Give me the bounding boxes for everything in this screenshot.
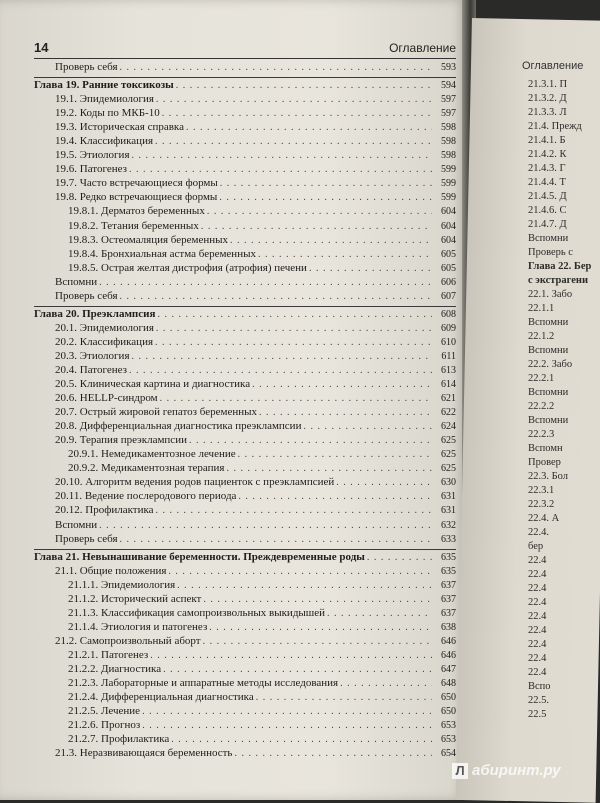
toc-entry-page: 599	[441, 178, 456, 190]
toc-entry-page: 624	[441, 421, 456, 433]
dot-leader	[177, 579, 432, 593]
toc-entry	[34, 503, 456, 517]
toc-entry-page: 650	[441, 692, 456, 704]
right-toc-line: 22.4	[528, 639, 547, 650]
right-toc-line: 21.4.7. Д	[528, 219, 567, 230]
toc-entry-title: 19.8.2. Тетания беременных	[68, 219, 199, 232]
dot-leader	[259, 406, 432, 420]
toc-entry-page: 646	[441, 635, 456, 647]
toc-entry	[34, 92, 456, 106]
toc-entry-page: 654	[441, 748, 456, 760]
toc-entry-page: 637	[441, 607, 456, 619]
right-toc-line: Вспомни	[528, 345, 569, 356]
right-toc-line: 22.2. Забо	[528, 359, 573, 370]
dot-leader	[209, 621, 432, 635]
dot-leader	[156, 93, 432, 107]
toc-entry-title: 21.2.2. Диагностика	[68, 662, 162, 675]
dot-leader	[340, 677, 432, 691]
right-toc-line: бер	[528, 541, 544, 552]
right-toc-line: Вспо	[528, 681, 551, 692]
right-toc-line: 22.4	[528, 611, 547, 622]
toc-entry-title: 19.7. Часто встречающиеся формы	[55, 177, 218, 190]
toc-entry-page: 609	[441, 322, 456, 334]
toc-entry	[34, 475, 456, 489]
right-toc-line: 21.4.3. Г	[528, 163, 566, 174]
toc-entry-page: 647	[441, 663, 456, 675]
toc-entry-title: Вспомни	[55, 275, 98, 288]
toc-entry	[34, 433, 456, 447]
toc-entry	[34, 335, 456, 349]
toc-entry	[34, 620, 456, 634]
right-toc-line: с экстрагени	[528, 275, 589, 286]
toc-entry-page: 599	[441, 164, 456, 176]
toc-entry-title: 19.1. Эпидемиология	[55, 93, 154, 106]
right-page-toc	[528, 78, 600, 722]
toc-entry	[34, 275, 456, 289]
toc-entry	[34, 219, 456, 233]
toc-entry-page: 622	[441, 407, 456, 419]
toc-entry	[34, 746, 456, 760]
toc-entry-page: 598	[441, 150, 456, 162]
right-toc-line: 22.4	[528, 569, 547, 580]
toc-entry-page: 625	[441, 435, 456, 447]
dot-leader	[309, 262, 432, 276]
toc-entry	[34, 578, 456, 592]
dot-leader	[168, 565, 432, 579]
toc-entry	[34, 690, 456, 704]
toc-entry-page: 598	[441, 122, 456, 134]
dot-leader	[234, 747, 432, 761]
dot-leader	[238, 490, 432, 504]
dot-leader	[162, 107, 432, 121]
dot-leader	[171, 733, 432, 747]
right-toc-line: 22.1.1	[528, 303, 555, 314]
toc-entry-page: 653	[441, 720, 456, 732]
toc-entry-title: 19.8.5. Острая желтая дистрофия (атрофия) печени	[68, 261, 307, 274]
toc-entry-title: 21.2.7. Профилактика	[68, 733, 170, 746]
dot-leader	[303, 420, 432, 434]
table-of-contents	[34, 60, 456, 760]
dot-leader	[176, 79, 432, 93]
dot-leader	[150, 649, 432, 663]
right-toc-line: 22.4	[528, 625, 547, 636]
toc-entry	[34, 606, 456, 620]
toc-entry-title: 19.8.4. Бронхиальная астма беременных	[68, 247, 256, 260]
right-toc-line: Вспомни	[528, 415, 569, 426]
toc-entry-title: 20.9. Терапия преэклампсии	[55, 434, 187, 447]
right-toc-line: 22.2.2	[528, 401, 555, 412]
right-running-head: Оглавление	[522, 60, 584, 72]
toc-entry-title: 20.8. Дифференциальная диагностика преэклампсии	[55, 420, 302, 433]
toc-entry-title: 20.7. Острый жировой гепатоз беременных	[55, 406, 258, 419]
right-toc-line: Вспомни	[528, 233, 569, 244]
toc-entry	[34, 662, 456, 676]
dot-leader	[142, 705, 432, 719]
toc-entry-page: 604	[441, 234, 456, 246]
page-header	[34, 40, 456, 59]
toc-entry	[34, 405, 456, 419]
toc-entry-title: 20.9.1. Немедикаментозное лечение	[68, 448, 236, 461]
toc-entry-title: Глава 19. Ранние токсикозы	[34, 79, 174, 92]
toc-entry-page: 598	[441, 136, 456, 148]
dot-leader	[157, 308, 432, 322]
toc-entry	[34, 648, 456, 662]
toc-entry-title: 21.2.3. Лабораторные и аппаратные методы исследования	[68, 677, 339, 690]
dot-leader	[256, 691, 432, 705]
toc-chapter	[34, 549, 456, 564]
right-toc-line: 22.3.1	[528, 485, 555, 496]
toc-entry	[34, 106, 456, 120]
toc-entry-title: 21.1.1. Эпидемиология	[68, 578, 176, 591]
toc-entry-page: 614	[441, 379, 456, 391]
toc-entry	[34, 60, 456, 74]
toc-entry	[34, 447, 456, 461]
toc-chapter	[34, 306, 456, 321]
toc-entry-page: 597	[441, 94, 456, 106]
toc-entry	[34, 489, 456, 503]
toc-entry	[34, 704, 456, 718]
toc-entry-title: 21.1.4. Этиология и патогенез	[68, 620, 208, 633]
toc-entry-page: 630	[441, 477, 456, 489]
right-toc-line: 22.4	[528, 667, 547, 678]
toc-entry	[34, 176, 456, 190]
toc-chapter	[34, 77, 456, 92]
toc-entry-title: 19.6. Патогенез	[55, 163, 127, 176]
toc-entry	[34, 532, 456, 546]
dot-leader	[120, 533, 432, 547]
toc-entry-page: 605	[441, 262, 456, 274]
toc-entry-title: 21.2.4. Дифференциальная диагностика	[68, 691, 254, 704]
toc-entry-page: 608	[441, 308, 456, 320]
toc-entry-title: Глава 21. Невынашивание беременности. Преждевременные роды	[34, 550, 365, 563]
right-toc-line: 22.2.1	[528, 373, 555, 384]
right-toc-line: 21.4.1. Б	[528, 135, 566, 146]
toc-entry-page: 625	[441, 463, 456, 475]
toc-entry	[34, 676, 456, 690]
dot-leader	[327, 607, 432, 621]
toc-entry-title: 21.1. Общие положения	[55, 564, 167, 577]
toc-entry-title: 19.4. Классификация	[55, 135, 154, 148]
right-toc-line: Вспомни	[528, 317, 569, 328]
right-toc-line: 22.4	[528, 555, 547, 566]
dot-leader	[367, 551, 432, 565]
right-toc-line: Вспомн	[528, 443, 563, 454]
toc-entry-page: 638	[441, 621, 456, 633]
toc-entry	[34, 321, 456, 335]
dot-leader	[132, 149, 432, 163]
right-toc-line: Провер	[528, 457, 561, 468]
right-toc-line: Проверь с	[528, 247, 573, 258]
dot-leader	[227, 462, 433, 476]
toc-entry	[34, 732, 456, 746]
toc-entry	[34, 461, 456, 475]
toc-entry-page: 635	[441, 551, 456, 563]
dot-leader	[207, 205, 432, 219]
dot-leader	[336, 476, 432, 490]
right-toc-line: 21.3.3. Л	[528, 107, 567, 118]
dot-leader	[203, 635, 432, 649]
toc-entry-page: 610	[441, 336, 456, 348]
toc-entry-title: 20.12. Профилактика	[55, 504, 154, 517]
toc-entry	[34, 289, 456, 303]
toc-entry-page: 613	[441, 364, 456, 376]
toc-entry-title: 20.2. Классификация	[55, 335, 154, 348]
dot-leader	[120, 61, 432, 75]
right-toc-line: 22.5	[528, 709, 547, 720]
page-number: 14	[34, 40, 49, 55]
dot-leader	[201, 220, 432, 234]
toc-entry	[34, 377, 456, 391]
toc-entry-page: 621	[441, 393, 456, 405]
toc-entry	[34, 718, 456, 732]
right-toc-line: 21.3.1. П	[528, 79, 568, 90]
toc-entry-title: 21.1.3. Классификация самопроизвольных выкидышей	[68, 606, 326, 619]
toc-entry-title: 20.9.2. Медикаментозная терапия	[68, 462, 225, 475]
dot-leader	[189, 434, 432, 448]
right-toc-line: 22.3. Бол	[528, 471, 569, 482]
right-toc-line: 22.2.3	[528, 429, 555, 440]
toc-entry-title: 20.5. Клиническая картина и диагностика	[55, 378, 251, 391]
right-toc-line: 21.4. Прежд	[528, 121, 582, 132]
toc-entry	[34, 134, 456, 148]
toc-entry-title: Глава 20. Преэклампсия	[34, 307, 156, 320]
toc-entry-page: 606	[441, 276, 456, 288]
right-toc-line: 21.4.4. Т	[528, 177, 566, 188]
toc-entry	[34, 233, 456, 247]
toc-entry-title: 20.6. HELLP-синдром	[55, 392, 158, 405]
toc-entry	[34, 634, 456, 648]
dot-leader	[156, 504, 432, 518]
watermark-text: абиринт.ру	[472, 762, 561, 779]
toc-entry-page: 631	[441, 505, 456, 517]
toc-entry-title: 19.2. Коды по МКБ-10	[55, 107, 160, 120]
dot-leader	[238, 448, 432, 462]
toc-entry	[34, 518, 456, 532]
right-toc-line: 22.5.	[528, 695, 549, 706]
toc-entry	[34, 349, 456, 363]
toc-entry-page: 650	[441, 706, 456, 718]
toc-entry-title: 19.8.3. Остеомаляция беременных	[68, 233, 229, 246]
toc-entry-title: 21.2.5. Лечение	[68, 705, 141, 718]
dot-leader	[186, 121, 432, 135]
right-toc-line: 22.3.2	[528, 499, 555, 510]
toc-entry-page: 648	[441, 678, 456, 690]
toc-entry-page: 633	[441, 533, 456, 545]
right-toc-line: 22.1. Забо	[528, 289, 573, 300]
toc-entry	[34, 162, 456, 176]
toc-entry-page: 599	[441, 192, 456, 204]
dot-leader	[219, 191, 432, 205]
right-toc-line: 21.4.6. С	[528, 205, 567, 216]
toc-entry-page: 594	[441, 80, 456, 92]
right-toc-line: Вспомни	[528, 387, 569, 398]
toc-entry	[34, 120, 456, 134]
dot-leader	[160, 392, 432, 406]
toc-entry-page: 637	[441, 593, 456, 605]
toc-entry-title: 21.2.6. Прогноз	[68, 719, 141, 732]
dot-leader	[132, 350, 432, 364]
toc-entry-title: 20.3. Этиология	[55, 349, 130, 362]
watermark	[452, 762, 561, 779]
toc-entry-title: 21.3. Неразвивающаяся беременность	[55, 747, 233, 760]
toc-entry-page: 632	[441, 519, 456, 531]
right-toc-line: 22.4	[528, 653, 547, 664]
right-toc-line: 22.4	[528, 597, 547, 608]
toc-entry-page: 607	[441, 290, 456, 302]
toc-entry	[34, 564, 456, 578]
toc-entry-title: 19.5. Этиология	[55, 149, 130, 162]
toc-entry-title: Проверь себя	[55, 289, 118, 302]
running-head: Оглавление	[389, 41, 456, 55]
dot-leader	[163, 663, 432, 677]
toc-entry-page: 653	[441, 734, 456, 746]
toc-entry-title: 21.1.2. Исторический аспект	[68, 592, 202, 605]
toc-entry-page: 637	[441, 579, 456, 591]
dot-leader	[230, 234, 432, 248]
toc-entry-title: 20.10. Алгоритм ведения родов пациенток с преэклампсией	[55, 476, 335, 489]
toc-entry	[34, 190, 456, 204]
dot-leader	[99, 519, 432, 533]
dot-leader	[129, 163, 432, 177]
dot-leader	[203, 593, 432, 607]
toc-entry-page: 646	[441, 649, 456, 661]
toc-entry	[34, 247, 456, 261]
dot-leader	[156, 322, 432, 336]
toc-entry-title: 19.8.1. Дерматоз беременных	[68, 205, 205, 218]
toc-entry	[34, 148, 456, 162]
toc-entry	[34, 204, 456, 218]
right-toc-line: 21.4.2. К	[528, 149, 567, 160]
dot-leader	[120, 290, 432, 304]
toc-entry-page: 605	[441, 248, 456, 260]
toc-entry-title: Проверь себя	[55, 61, 118, 73]
dot-leader	[142, 719, 432, 733]
toc-entry-title: 19.8. Редко встречающиеся формы	[55, 191, 218, 204]
toc-entry	[34, 419, 456, 433]
toc-entry-title: 21.2. Самопроизвольный аборт	[55, 634, 201, 647]
right-toc-line: Глава 22. Бер	[528, 261, 592, 272]
toc-entry-title: 20.4. Патогенез	[55, 363, 127, 376]
toc-entry-page: 635	[441, 565, 456, 577]
dot-leader	[155, 135, 432, 149]
dot-leader	[129, 364, 432, 378]
toc-entry-page: 604	[441, 220, 456, 232]
toc-entry-page: 631	[441, 491, 456, 503]
toc-entry	[34, 592, 456, 606]
labirint-logo-icon: Л	[452, 763, 468, 779]
right-toc-line: 22.4	[528, 583, 547, 594]
right-toc-line: 21.4.5. Д	[528, 191, 567, 202]
right-toc-line: 22.1.2	[528, 331, 555, 342]
toc-entry-title: 21.2.1. Патогенез	[68, 648, 149, 661]
right-toc-line: 22.4.	[528, 527, 549, 538]
toc-entry-page: 593	[441, 62, 456, 73]
toc-entry-title: Вспомни	[55, 518, 98, 531]
dot-leader	[252, 378, 432, 392]
right-toc-line: 21.3.2. Д	[528, 93, 567, 104]
dot-leader	[220, 177, 432, 191]
toc-entry-page: 604	[441, 206, 456, 218]
dot-leader	[258, 248, 432, 262]
toc-entry	[34, 363, 456, 377]
toc-entry-page: 625	[441, 449, 456, 461]
toc-entry-title: 19.3. Историческая справка	[55, 121, 184, 134]
right-toc-line: 22.4. А	[528, 513, 560, 524]
toc-entry	[34, 391, 456, 405]
toc-entry-page: 611	[441, 350, 456, 362]
toc-entry-title: Проверь себя	[55, 532, 118, 545]
toc-entry-page: 597	[441, 108, 456, 120]
dot-leader	[99, 276, 432, 290]
toc-entry-title: 20.11. Ведение послеродового периода	[55, 490, 237, 503]
dot-leader	[155, 336, 432, 350]
toc-entry	[34, 261, 456, 275]
toc-entry-title: 20.1. Эпидемиология	[55, 321, 154, 334]
